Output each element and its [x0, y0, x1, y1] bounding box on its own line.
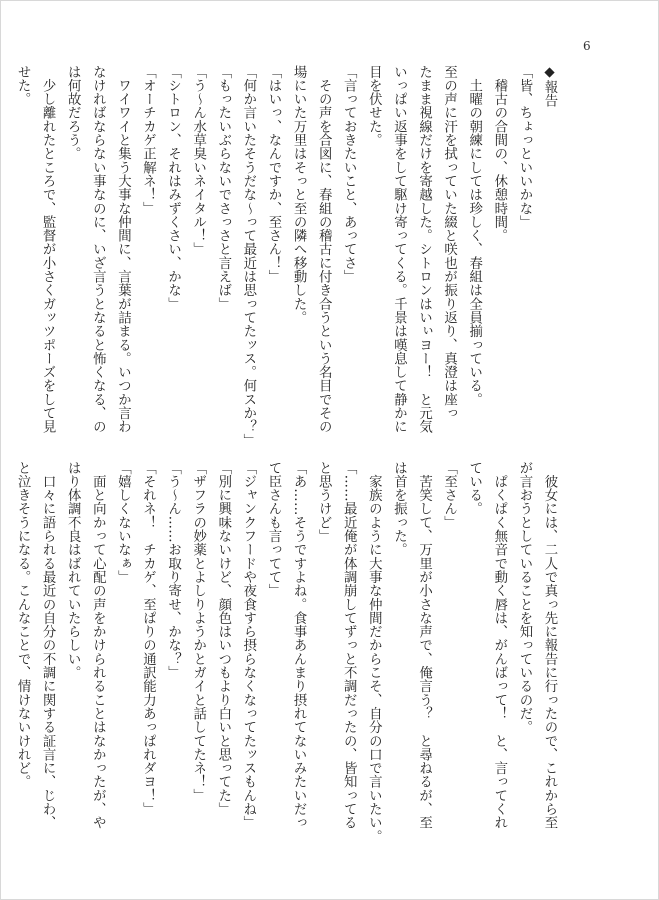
text-line: と泣きそうになる。こんなことで、情けないけれど。: [15, 461, 31, 789]
text-line: 「言っておきたいこと、あってさ」: [341, 65, 357, 284]
text-line: 少し離れたところで、監督が小さくガッツポーズをして見: [40, 65, 56, 434]
text-line: 「ザフラの妙薬とよしりようかとガイと話してたネ！」: [190, 461, 206, 803]
text-line: 至の声に汗を拭っていた綴と咲也が振り返り、真澄は座っ: [441, 65, 457, 420]
text-line: はり体調不良はばれていたらしい。: [65, 461, 81, 680]
text-line: なければならない事なのに、いざ言うとなると怖くなる、の: [90, 65, 106, 434]
text-line: 「何か言いたそうだな～って最近は思ってたッス。何スか？」: [240, 65, 256, 448]
text-line: 苦笑して、万里が小さな声で、俺言う？ と尋ねるが、至: [416, 461, 432, 830]
text-line: いっぱい返事をして駆け寄ってくる。千景は嘆息して静かに: [391, 65, 407, 434]
text-line: 「う～ん……お取り寄せ、かな？」: [165, 461, 181, 680]
text-line: て臣さんも言ってて」: [265, 461, 281, 598]
text-line: ◆報告: [542, 65, 557, 108]
text-line: ぱくぱく無音で動く唇は、がんばって！ と、言ってくれ: [491, 461, 507, 830]
text-line: 「もったいぶらないでさっさと言えば」: [215, 65, 231, 311]
text-line: 土曜の朝練にしては珍しく、春組は全員揃っている。: [466, 65, 482, 407]
text-line: 「……最近俺が体調崩してずっと不調だったの、皆知ってる: [341, 461, 357, 830]
text-line: 場にいた万里はそっと至の隣へ移動した。: [291, 65, 307, 325]
text-line: ている。: [466, 461, 482, 516]
text-line: 口々に語られる最近の自分の不調に関する証言に、じわ、: [40, 461, 56, 830]
lower-text-block: [15, 461, 562, 844]
text-line: 「う～ん水草臭いネイタル！」: [190, 65, 206, 257]
text-line: 「はいっ、なんですか、至さん！」: [265, 65, 281, 284]
text-line: 「嬉しくないなぁ」: [115, 461, 131, 584]
text-line: 彼女には、二人で真っ先に報告に行ったので、これから至: [542, 461, 557, 830]
text-line: たまま視線だけを寄越した。シトロンはいぃヨー！ と元気: [416, 65, 432, 434]
text-line: 「皆、ちょっといいかな」: [516, 65, 532, 229]
text-line: と思うけど」: [316, 461, 332, 543]
text-line: 「それネ！ チカゲ、至ぱりの通訳能力あっぱれダヨ！」: [140, 461, 156, 816]
text-line: 家族のように大事な仲間だからこそ、自分の口で言いたい。: [366, 461, 382, 844]
page-number: 6: [583, 39, 591, 53]
text-line: せた。: [15, 65, 31, 106]
text-line: 「ジャンクフードや夜食すら摂らなくなってたッスもんね」: [240, 461, 256, 830]
text-line: 目を伏せた。: [366, 65, 382, 147]
text-line: 「あ……そうですよね。食事あんまり摂れてないみたいだっ: [291, 461, 307, 830]
text-line: は首を振った。: [391, 461, 407, 557]
text-line: ワイワイと集う大事な仲間に、言葉が詰まる。いつか言わ: [115, 65, 131, 434]
text-line: は何故だろう。: [65, 65, 81, 161]
text-line: 稽古の合間の、休憩時間。: [491, 65, 507, 243]
text-line: 面と向かって心配の声をかけられることはなかったが、や: [90, 461, 106, 830]
text-line: 「至さん」: [441, 461, 457, 530]
text-line: が言おうとしていることを知っているのだ。: [516, 461, 532, 734]
text-line: 「オーチカゲ正解ネ！」: [140, 65, 156, 216]
text-line: 「別に興味ないけど、顔色はいつもより白いと思ってた」: [215, 461, 231, 816]
text-line: 「シトロン、それはみずくさい、かな」: [165, 65, 181, 311]
upper-text-block: [15, 65, 562, 448]
text-line: その声を合図に、春組の稽古に付き合うという名目でその: [316, 65, 332, 434]
